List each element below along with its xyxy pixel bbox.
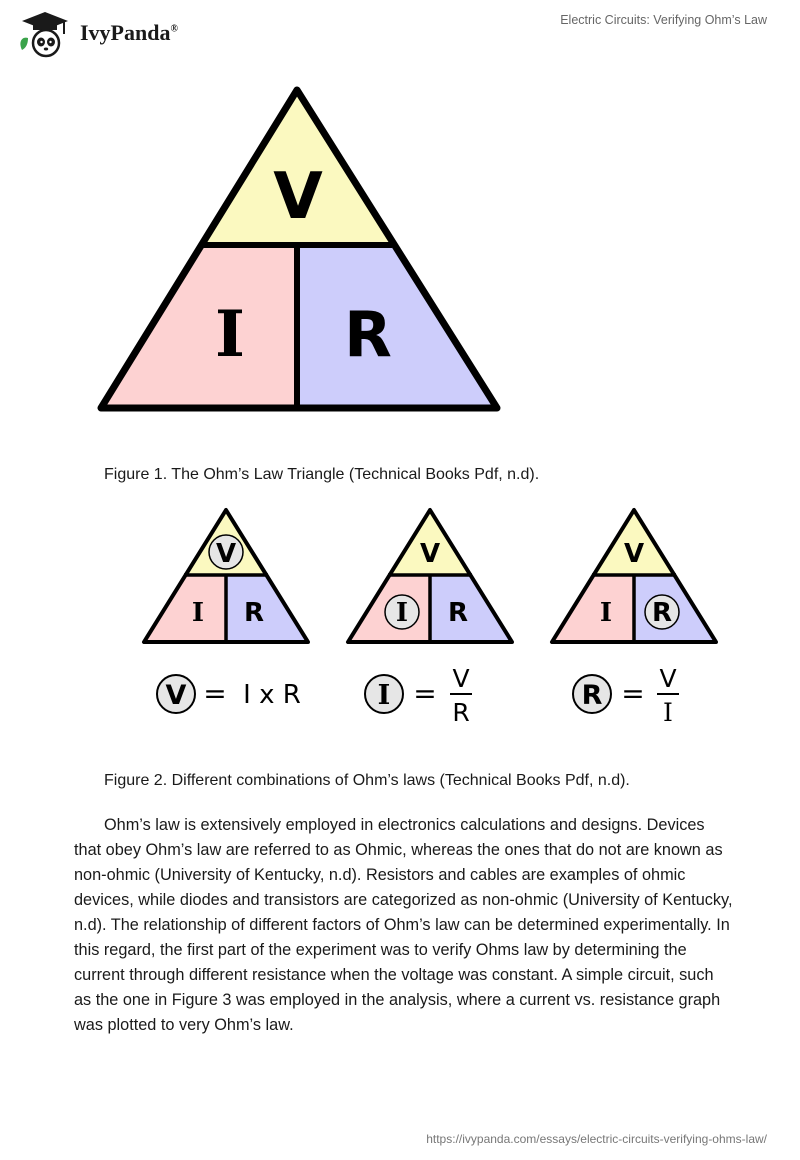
source-url[interactable]: https://ivypanda.com/essays/electric-circuits-verifying-ohms-law/ — [426, 1132, 767, 1146]
formula-r-equals: = — [621, 677, 645, 710]
formula-r — [573, 664, 679, 727]
formula-r-numerator: V — [659, 664, 677, 693]
triangle-solve-i — [348, 510, 512, 642]
triangle-right-region — [297, 245, 497, 408]
tri-a-letter-v: V — [215, 539, 237, 569]
figure-1-caption: Figure 1. The Ohm’s Law Triangle (Technical Books Pdf, n.d). — [104, 466, 540, 483]
formula-i-target: I — [377, 680, 391, 711]
panda-icon — [16, 8, 74, 58]
letter-r: R — [344, 298, 392, 371]
figure-2-caption: Figure 2. Different combinations of Ohm’s laws (Technical Books Pdf, n.d). — [104, 772, 630, 789]
formula-r-denominator: I — [663, 698, 673, 727]
letter-v: V — [273, 160, 323, 234]
formula-i-numerator: V — [452, 664, 470, 693]
running-title: Electric Circuits: Verifying Ohm’s Law — [560, 13, 767, 27]
formula-i-denominator: R — [452, 698, 470, 727]
ohms-law-combinations-figure — [138, 504, 728, 730]
triangle-solve-r — [552, 510, 716, 642]
tri-b-letter-r: R — [447, 598, 469, 628]
brand-name: IvyPanda® — [80, 20, 178, 45]
body-paragraph: Ohm’s law is extensively employed in electronics calculations and designs. Devices that obey Ohm’s law are referred to as Ohmic, whereas the ones that do not are known as non-ohmic (University of Kentucky, n.d). Resistors and cables are examples of ohmic devices, while diodes and transistors are categorized as non-ohmic (University of Kentucky, n.d). The relationship of different factors of Ohm’s law can be determined experimentally. In this regard, the first part of the experiment was to verify Ohms law by determining the current through different resistance when the voltage was constant. A simple circuit, such as the one in Figure 3 was employed in the analysis, where a current vs. resistance graph was plotted to very Ohm’s law. — [74, 816, 733, 1034]
triangle-left-region — [101, 245, 297, 408]
formula-r-target: R — [581, 680, 603, 711]
tri-c-letter-i: I — [599, 598, 613, 628]
ivypanda-logo[interactable] — [16, 8, 178, 58]
tri-c-letter-r: R — [651, 598, 673, 628]
tri-b-letter-v: V — [419, 539, 441, 569]
tri-a-letter-r: R — [243, 598, 265, 628]
letter-i: I — [215, 297, 245, 372]
triangle-solve-v — [144, 510, 308, 642]
formula-v — [157, 675, 301, 713]
formula-i — [365, 664, 472, 727]
ohms-law-triangle-figure — [94, 82, 506, 416]
tri-b-letter-i: I — [395, 598, 409, 628]
formula-i-equals: = — [413, 677, 437, 710]
tri-c-letter-v: V — [623, 539, 645, 569]
formula-v-expression: I x R — [243, 680, 301, 710]
formula-v-equals: = — [203, 677, 227, 710]
tri-a-letter-i: I — [191, 598, 205, 628]
formula-v-target: V — [165, 680, 187, 711]
